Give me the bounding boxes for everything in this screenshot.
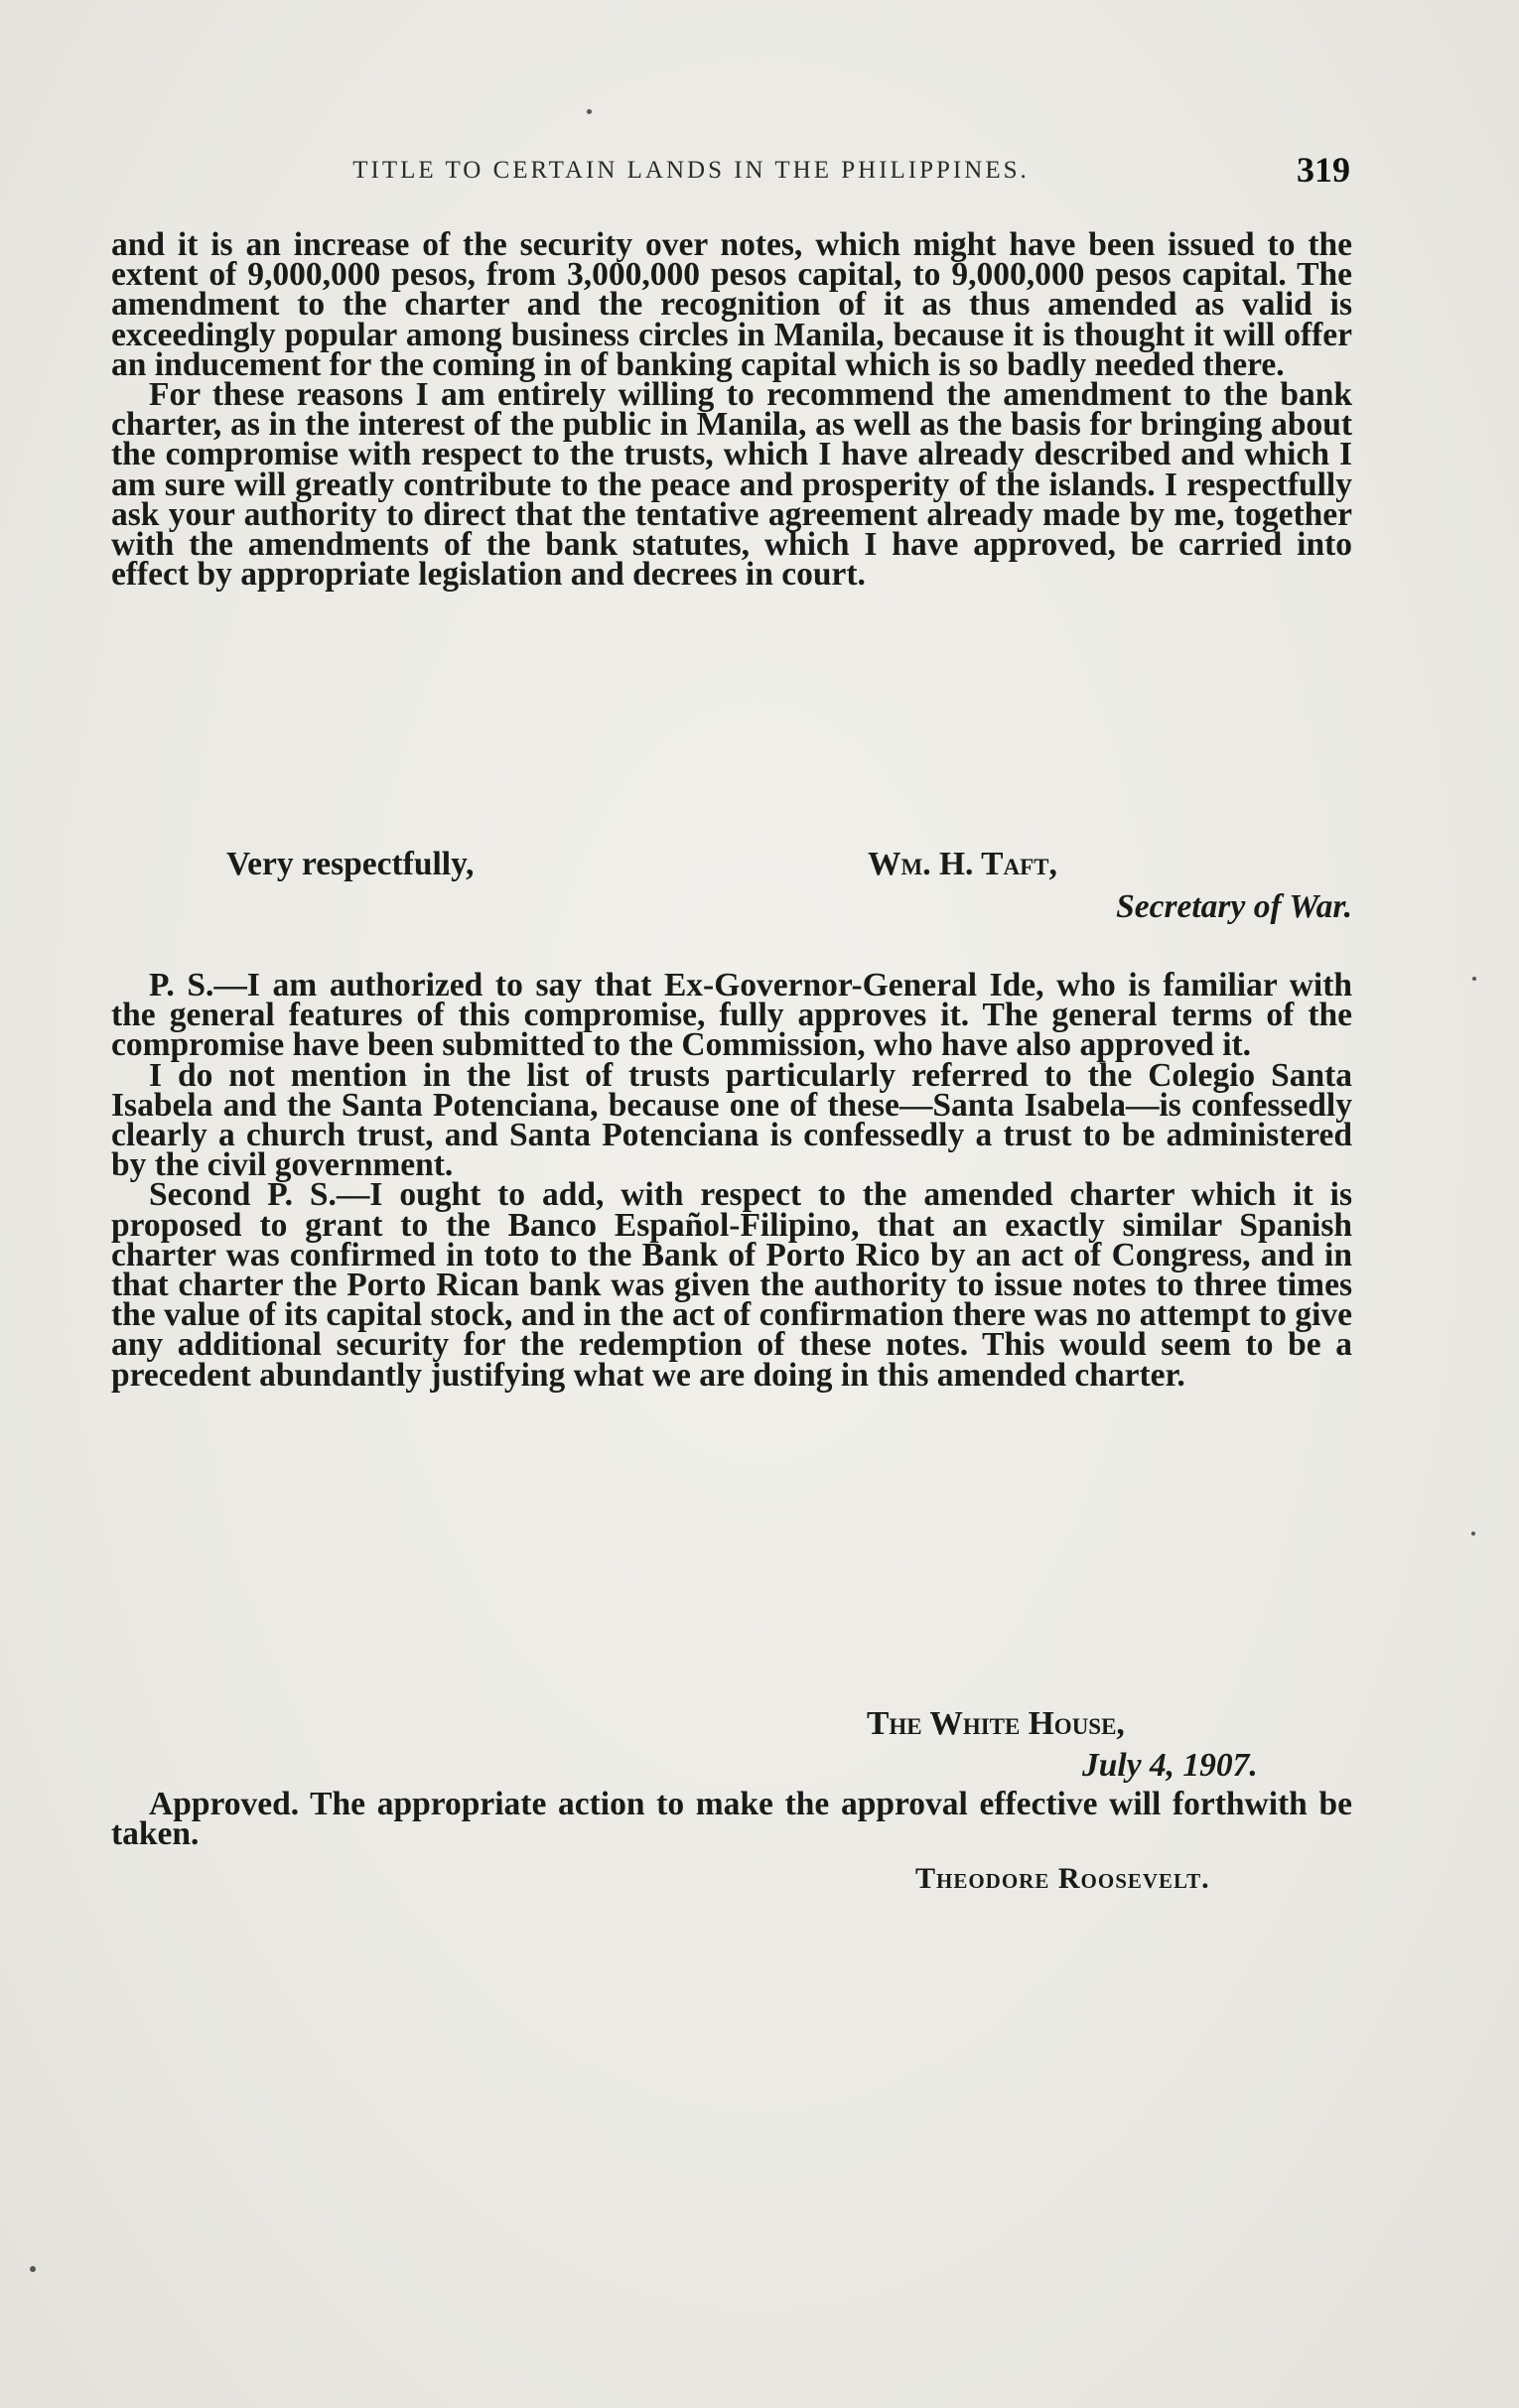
body-paragraph-2: For these reasons I am entirely willing to recommend the amendment to the bank charter, as in the interest of the public in Manila, as well as the basis for bringing about the compromise with respect to the trusts, which I have already described and which I am sure will greatly contribute to the peace and prosperity of the islands. I respectfully ask your authority to direct that the tentative agreement already made by me, together with the amendments of the bank statutes, which I have approved, be carried into effect by appropriate legislation and decrees in court.: [111, 376, 1352, 594]
print-speck: [30, 2266, 36, 2272]
closing-line: [111, 846, 1352, 882]
approval-text: Approved. The appropriate action to make the approval effective will forthwith be taken.: [111, 1786, 1352, 1853]
signer-title: Secretary of War.: [1116, 888, 1352, 925]
approval-text-block: [111, 1786, 1352, 1853]
postscript-2: I do not mention in the list of trusts particularly referred to the Colegio Santa Isabela and the Santa Potenciana, because one of these—Santa Isabela—is confessedly clearly a church trust, and Santa Potenciana is confessedly a trust to be administered by the civil government.: [111, 1056, 1352, 1184]
body-paragraph-1: and it is an increase of the security over notes, which might have been issued to the extent of 9,000,000 pesos, from 3,000,000 pesos capital, to 9,000,000 pesos capital. The amendment to the charter and the recognition of it as thus amended as valid is exceedingly popular among business circles in Manila, because it is thought it will offer an inducement for the coming in of banking capital which is so badly needed there.: [111, 226, 1352, 383]
postscript-text: [111, 967, 1352, 1394]
closing-title-line: [111, 888, 1352, 925]
postscript-3: Second P. S.—I ought to add, with respect to the amended charter which it is proposed to grant to the Banco Español-Filipino, that an exactly similar Spanish charter was confirmed in toto to the Bank of Porto Rico by an act of Congress, and in that charter the Porto Rican bank was given the authority to issue notes to three times the value of its capital stock, and in the act of confirmation there was no attempt to give any additional security for the redemption of these notes. This would seem to be a precedent abundantly justifying what we are doing in this amended charter.: [111, 1176, 1352, 1394]
approval-place: The White House,: [867, 1705, 1125, 1742]
closing-signer: Wm. H. Taft,: [868, 846, 1057, 882]
approval-date: July 4, 1907.: [1082, 1747, 1258, 1784]
print-speck: [587, 109, 592, 114]
running-head: [111, 149, 1350, 189]
postscript-1: P. S.—I am authorized to say that Ex-Governor-General Ide, who is familiar with the general features of this compromise, fully approves it. The general terms of the compromise have been submitted to the Commission, who have also approved it.: [111, 967, 1352, 1064]
running-title: TITLE TO CERTAIN LANDS IN THE PHILIPPINES.: [352, 157, 1030, 184]
print-speck: [1471, 1532, 1475, 1536]
page-number: 319: [1297, 150, 1350, 190]
closing-salutation: Very respectfully,: [226, 846, 475, 882]
body-text: [111, 226, 1352, 594]
print-speck: [1472, 977, 1476, 981]
approval-signer: Theodore Roosevelt.: [915, 1862, 1210, 1895]
